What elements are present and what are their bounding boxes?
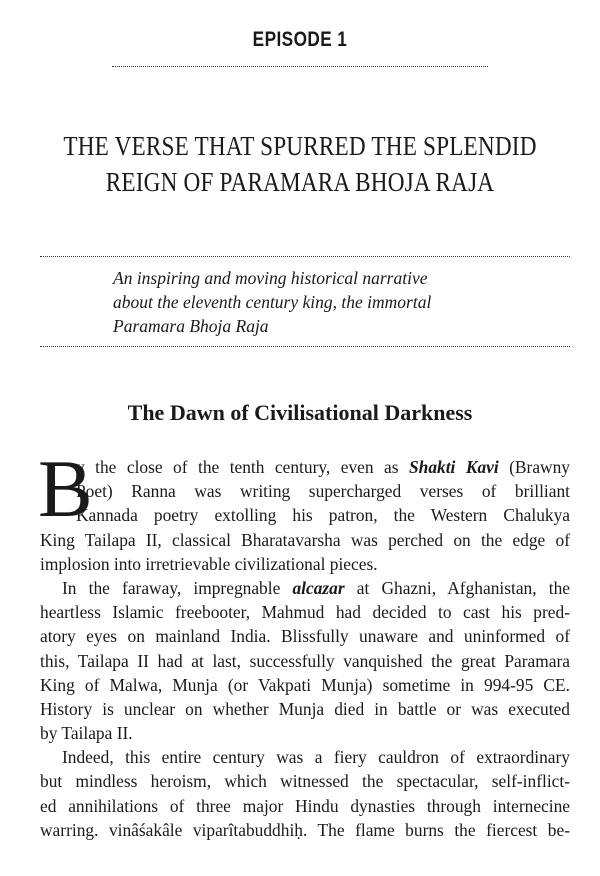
subtitle-line-3: Paramara Bhoja Raja bbox=[113, 316, 269, 336]
paragraph-1-line-2: Poet) Ranna was writing supercharged verses of brilliant bbox=[76, 481, 570, 502]
body-text bbox=[38, 443, 570, 842]
section-heading: The Dawn of Civilisational Darkness bbox=[127, 400, 473, 425]
paragraph-3-line-2: but mindless heroism, which witnessed the spectacular, self-inflict- bbox=[40, 771, 570, 792]
chapter-title bbox=[42, 128, 558, 200]
chapter-title-line-2: REIGN OF PARAMARA BHOJA RAJA bbox=[105, 167, 495, 197]
paragraph-3-line-1: Indeed, this entire century was a fiery cauldron of extraordinary bbox=[62, 747, 570, 768]
shakti-kavi-term: Shakti Kavi bbox=[408, 457, 499, 477]
subtitle-line-1: An inspiring and moving historical narrative bbox=[113, 268, 428, 288]
drop-cap: B bbox=[38, 443, 93, 534]
paragraph-2-line-6: History is unclear on whether Munja died in battle or was executed bbox=[40, 698, 570, 719]
paragraph-3-line-4: warring. vinâśakâle viparîtabuddhiḥ. The flame burns the fiercest be- bbox=[40, 819, 570, 840]
paragraph-1 bbox=[38, 443, 570, 576]
paragraph-2 bbox=[40, 576, 570, 745]
episode-label: EPISODE 1 bbox=[252, 28, 348, 51]
chapter-subtitle bbox=[113, 266, 543, 338]
subtitle-line-2: about the eleventh century king, the immortal bbox=[113, 292, 432, 312]
dotted-divider-subtitle-bottom bbox=[40, 346, 570, 347]
paragraph-2-line-1: In the faraway, impregnable alcazar at Ghazni, Afghanistan, the bbox=[62, 577, 570, 598]
paragraph-2-line-2: heartless Islamic freebooter, Mahmud had decided to cast his pred- bbox=[40, 602, 570, 623]
paragraph-1-line-1: y the close of the tenth century, even as Shakti Kavi (Brawny bbox=[76, 457, 570, 477]
paragraph-1-line-3: Kannada poetry extolling his patron, the Western Chalukya bbox=[76, 505, 570, 526]
paragraph-2-line-7: by Tailapa II. bbox=[40, 723, 133, 744]
paragraph-3 bbox=[40, 745, 570, 842]
paragraph-1-line-5: implosion into irretrievable civilizational pieces. bbox=[40, 553, 378, 574]
paragraph-3-line-3: ed annihilations of three major Hindu dynasties through internecine bbox=[40, 795, 570, 816]
paragraph-2-line-3: atory eyes on mainland India. Blissfully unaware and uninformed of bbox=[40, 626, 570, 647]
paragraph-2-line-4: this, Tailapa II had at last, successfully vanquished the great Paramara bbox=[40, 650, 570, 671]
chapter-title-line-1: THE VERSE THAT SPURRED THE SPLENDID bbox=[63, 131, 537, 161]
alcazar-term: alcazar bbox=[292, 577, 345, 598]
dotted-divider-subtitle-top bbox=[40, 256, 570, 257]
dotted-divider-top bbox=[112, 66, 488, 67]
paragraph-1-line-4: King Tailapa II, classical Bharatavarsha was perched on the edge of bbox=[40, 529, 570, 550]
paragraph-2-line-5: King of Malwa, Munja (or Vakpati Munja) sometime in 994-95 CE. bbox=[40, 674, 570, 695]
